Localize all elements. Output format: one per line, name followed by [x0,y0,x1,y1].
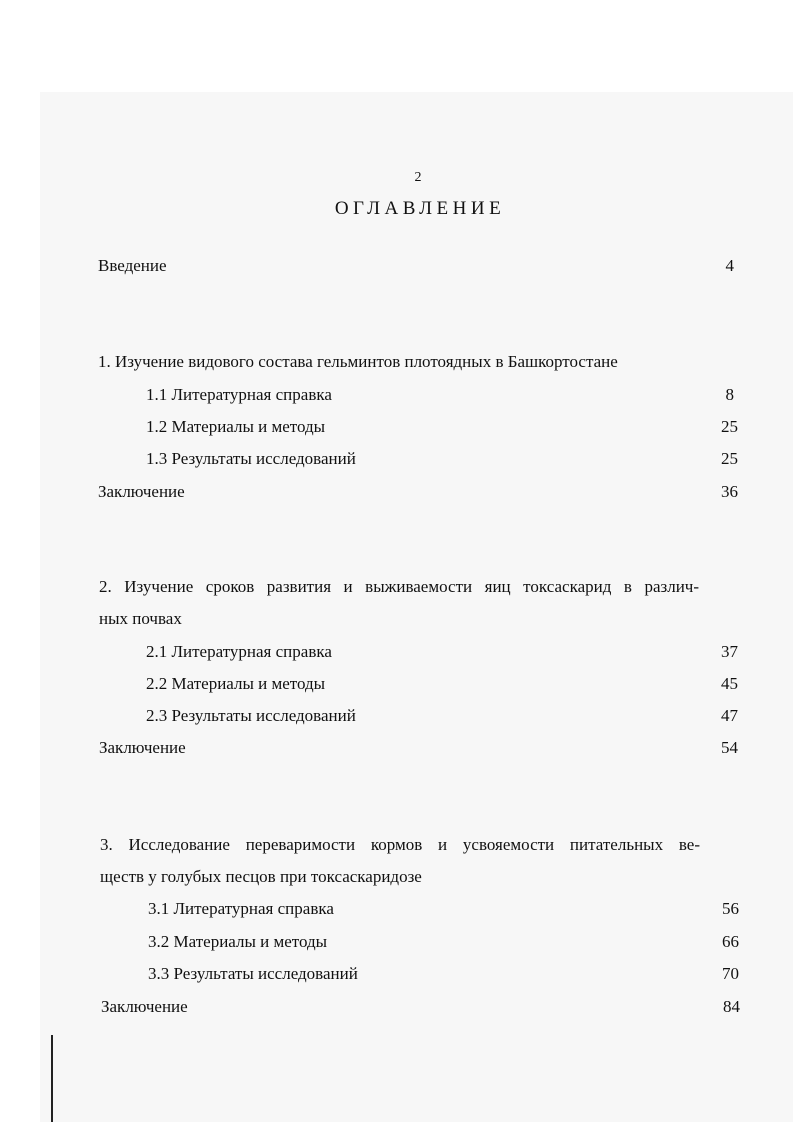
chapter-1-conclusion-label: Заключение [98,482,185,501]
page-number: 2 [414,170,422,185]
chapter-2-heading-line1: 2. Изучение сроков развития и выживаемости яиц токсаскарид в различ- [99,577,699,596]
section-3-2-page: 66 [722,932,739,951]
section-2-1-label: 2.1 Литературная справка [146,642,332,661]
section-1-2-page: 25 [721,417,738,436]
toc-title: ОГЛАВЛЕНИЕ [334,198,506,219]
chapter-2-conclusion-page: 54 [721,738,738,757]
section-3-3-page: 70 [722,964,739,983]
section-2-3-label: 2.3 Результаты исследований [146,706,356,725]
section-2-3-page: 47 [721,706,738,725]
section-1-1-page: 8 [725,385,734,404]
chapter-3-conclusion-page: 84 [723,997,740,1016]
chapter-3-conclusion-label: Заключение [101,997,188,1016]
section-1-2-label: 1.2 Материалы и методы [146,417,326,436]
section-1-3-page: 25 [721,449,738,468]
chapter-3-heading-line1: 3. Исследование переваримости кормов и усвояемости питательных ве- [100,835,700,854]
section-3-1-page: 56 [722,899,739,918]
chapter-2-heading-line2: ных почвах [99,609,182,628]
scan-edge-line [51,1035,53,1122]
section-1-3-label: 1.3 Результаты исследований [146,449,356,468]
section-3-3-label: 3.3 Результаты исследований [148,964,358,983]
section-2-2-page: 45 [721,674,738,693]
chapter-1-conclusion-page: 36 [721,482,738,501]
section-2-2-label: 2.2 Материалы и методы [146,674,326,693]
toc-entry-intro-label: Введение [98,256,167,275]
toc-entry-intro-page: 4 [725,256,734,275]
chapter-2-conclusion-label: Заключение [99,738,186,757]
section-1-1-label: 1.1 Литературная справка [146,385,332,404]
chapter-1-heading: 1. Изучение видового состава гельминтов плотоядных в Башкортостане [98,352,618,371]
section-2-1-page: 37 [721,642,738,661]
section-3-2-label: 3.2 Материалы и методы [148,932,328,951]
section-3-1-label: 3.1 Литературная справка [148,899,334,918]
chapter-3-heading-line2: ществ у голубых песцов при токсаскаридозе [100,867,422,886]
